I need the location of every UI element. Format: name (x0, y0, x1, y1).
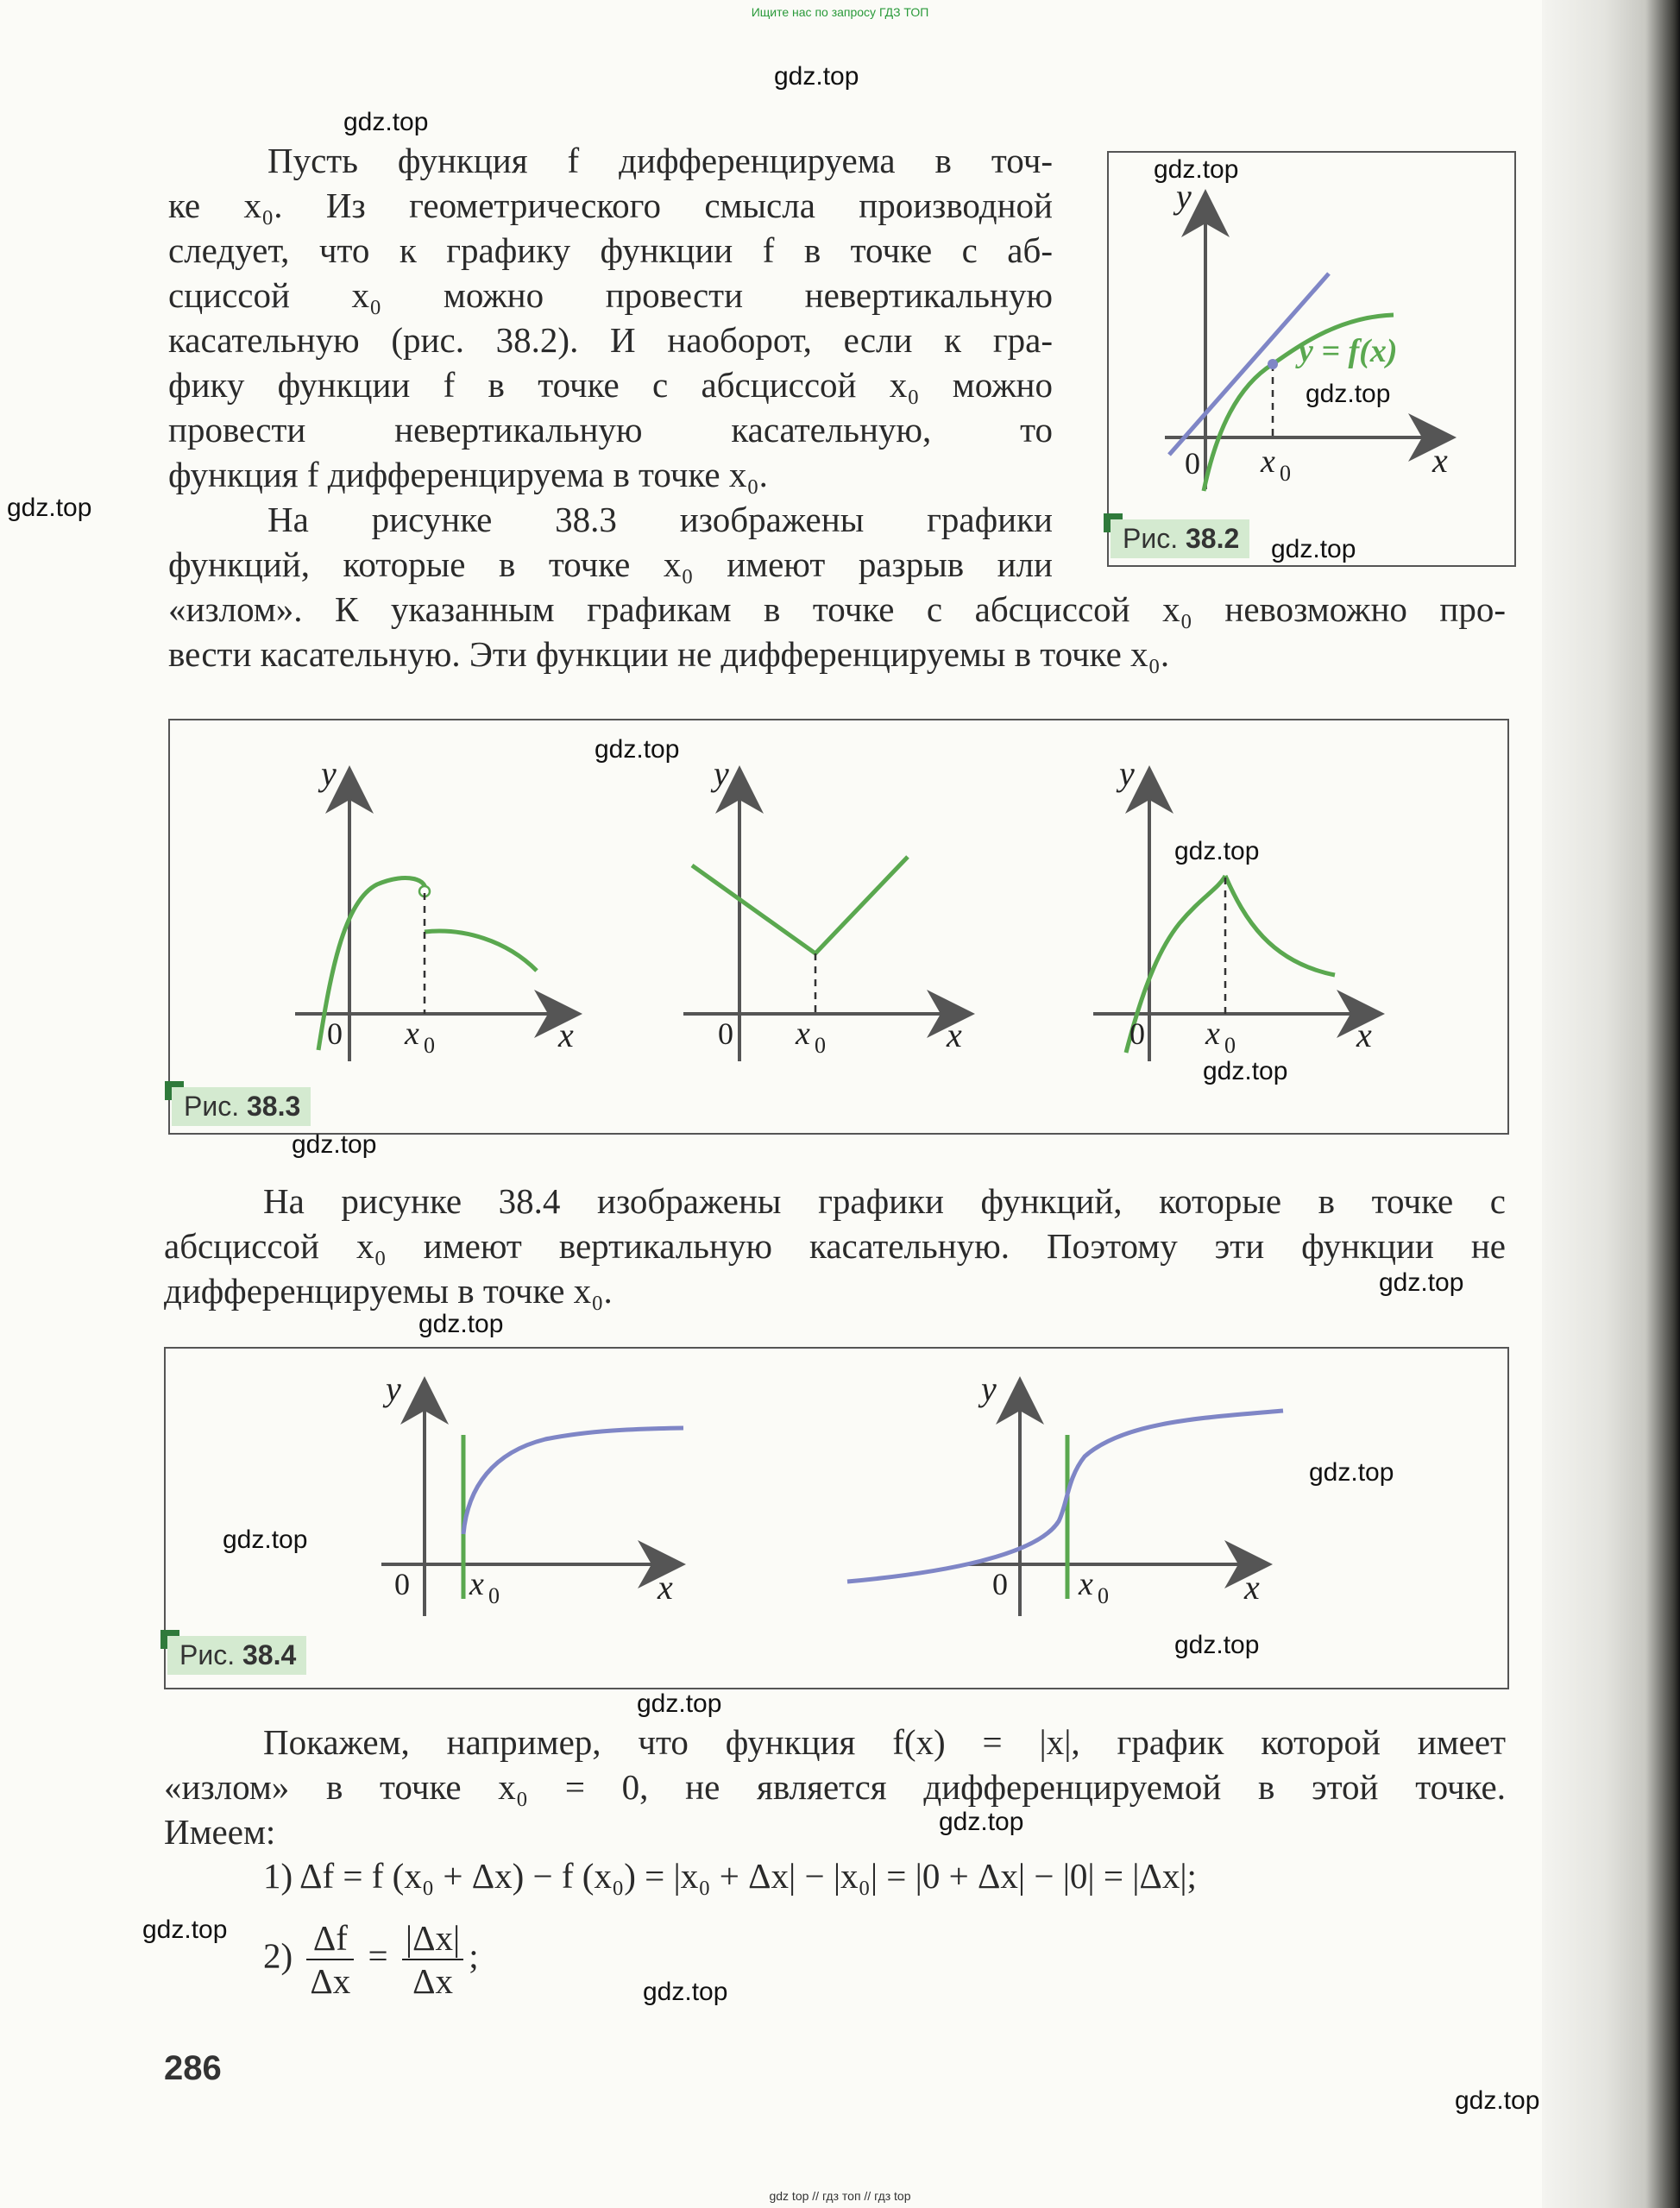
text-line: функция f дифференцируема в точке x₀. (168, 455, 768, 494)
y-axis-label: y (1176, 177, 1192, 216)
text-line: ке x₀. Из геометрического смысла производной (168, 186, 1053, 225)
text-line: Пусть функция f дифференцируема в точ- (267, 141, 1053, 180)
svg-text:0: 0 (1129, 1016, 1145, 1051)
text-line: дифференцируемы в точке x₀. (164, 1271, 613, 1311)
figure-38-3 (168, 719, 1509, 1135)
graph-vertical-tangent-1 (381, 1369, 683, 1616)
watermark: gdz.top (1271, 535, 1356, 563)
svg-text:x: x (796, 1016, 810, 1052)
watermark: gdz.top (939, 1808, 1024, 1836)
svg-text:0: 0 (424, 1033, 435, 1058)
svg-text:0: 0 (394, 1567, 410, 1601)
svg-text:y: y (1119, 754, 1135, 793)
paragraph-2-narrow (168, 497, 1053, 587)
text-line: «излом» в точке x₀ = 0, не является дифференцируемой в этой точке. (164, 1767, 1506, 1807)
watermark: gdz.top (1455, 2086, 1540, 2115)
watermark: gdz.top (418, 1310, 504, 1338)
svg-text:0: 0 (327, 1016, 343, 1051)
figure-caption: Рис. 38.2 (1111, 519, 1249, 558)
svg-text:x: x (947, 1016, 962, 1054)
paragraph-1 (168, 138, 1053, 497)
watermark: gdz.top (223, 1525, 308, 1554)
figure-38-4-graphs (166, 1349, 1507, 1688)
svg-text:x: x (1244, 1568, 1260, 1607)
svg-text:0: 0 (718, 1016, 733, 1051)
paragraph-4 (164, 1720, 1506, 1854)
graph-vertical-tangent-2 (847, 1369, 1283, 1616)
text-line: Покажем, например, что функция f(x) = |x|, график которой имеет (263, 1722, 1506, 1762)
text-line: провести невертикальную касательную, то (168, 410, 1053, 450)
figure-38-4 (164, 1347, 1509, 1689)
graph-discontinuity (295, 754, 576, 1061)
top-note: Ищите нас по запросу ГДЗ ТОП (751, 5, 929, 19)
svg-text:x: x (558, 1016, 574, 1054)
svg-text:y: y (714, 754, 729, 793)
watermark: gdz.top (1379, 1268, 1464, 1297)
step2-label: 2) (263, 1935, 293, 1976)
watermark: gdz.top (1174, 837, 1260, 865)
svg-text:0: 0 (1098, 1583, 1109, 1608)
svg-text:x: x (1356, 1016, 1372, 1054)
svg-text:y: y (981, 1369, 997, 1408)
fraction-rhs: $\frac{|\Delta x|}{\Delta x}$ (402, 1917, 463, 2002)
text-line: следует, что к графику функции f в точке с аб- (168, 230, 1053, 270)
formula-step-1: 1) Δf = f (x₀ + Δx) − f (x₀) = |x₀ + Δx| − |x₀| = |0 + Δx| − |0| = |Δx|; (263, 1856, 1197, 1896)
figure-caption: Рис. 38.3 (172, 1087, 311, 1126)
bottom-note: gdz top // гдз топ // гдз top (769, 2189, 911, 2203)
watermark: gdz.top (1309, 1458, 1394, 1487)
svg-text:0: 0 (992, 1567, 1008, 1601)
origin-label: 0 (1185, 446, 1200, 481)
watermark: gdz.top (1174, 1631, 1260, 1659)
watermark: gdz.top (1306, 380, 1391, 408)
watermark: gdz.top (1154, 155, 1239, 184)
page-number: 286 (164, 2049, 222, 2087)
text-line: Имеем: (164, 1812, 276, 1852)
graph-kink (683, 754, 968, 1061)
text-line: абсциссой x₀ имеют вертикальную касательную. Поэтому эти функции не (164, 1226, 1506, 1266)
text-line: На рисунке 38.3 изображены графики (267, 500, 1053, 539)
paragraph-2-wide (168, 587, 1506, 676)
watermark: gdz.top (774, 62, 859, 91)
watermark: gdz.top (292, 1130, 377, 1159)
text-line: сциссой x₀ можно провести невертикальную (168, 275, 1053, 315)
text-line: «излом». К указанным графикам в точке с абсциссой x₀ невозможно про- (168, 589, 1506, 629)
svg-text:0: 0 (1224, 1033, 1236, 1058)
text-line: касательную (рис. 38.2). И наоборот, если к гра- (168, 320, 1053, 360)
svg-text:x: x (469, 1566, 484, 1602)
graph-cusp (1093, 754, 1378, 1061)
figure-38-3-graphs (170, 720, 1507, 1133)
svg-text:x: x (658, 1568, 673, 1607)
text-line: фику функции f в точке с абсциссой x₀ можно (168, 365, 1053, 405)
figure-caption: Рис. 38.4 (167, 1636, 306, 1675)
watermark: gdz.top (595, 735, 680, 764)
paragraph-3 (164, 1179, 1506, 1313)
text-line: функций, которые в точке x₀ имеют разрыв или (168, 544, 1053, 584)
text-line: вести касательную. Эти функции не дифференцируемы в точке x₀. (168, 634, 1170, 674)
figure-38-2-graph (1109, 153, 1514, 565)
text-line: На рисунке 38.4 изображены графики функций, которые в точке с (263, 1181, 1506, 1221)
formula-step-2: 2) $\frac{\Delta f}{\Delta x}$ = $\frac{|\Delta x|}{\Delta x}$ ; (263, 1918, 479, 2001)
fraction-lhs: $\frac{\Delta f}{\Delta x}$ (306, 1917, 354, 2002)
page-edge-shadow (1542, 0, 1680, 2208)
svg-text:y: y (321, 754, 337, 793)
watermark: gdz.top (1203, 1057, 1288, 1085)
svg-text:y: y (386, 1369, 401, 1408)
watermark: gdz.top (142, 1915, 228, 1944)
svg-text:x: x (405, 1016, 419, 1052)
watermark: gdz.top (637, 1689, 722, 1718)
svg-text:0: 0 (488, 1583, 500, 1608)
x0-label: x (1261, 443, 1275, 480)
figure-38-2 (1107, 151, 1516, 567)
x-axis-label: x (1432, 441, 1448, 480)
svg-text:0: 0 (815, 1033, 826, 1058)
watermark: gdz.top (343, 108, 429, 136)
watermark: gdz.top (643, 1978, 728, 2006)
svg-text:x: x (1079, 1566, 1093, 1602)
curve-label: y = f(x) (1299, 333, 1398, 369)
tangent-point (1268, 359, 1278, 369)
svg-text:x: x (1205, 1016, 1220, 1052)
x0-sub: 0 (1280, 461, 1291, 486)
watermark: gdz.top (7, 494, 92, 522)
